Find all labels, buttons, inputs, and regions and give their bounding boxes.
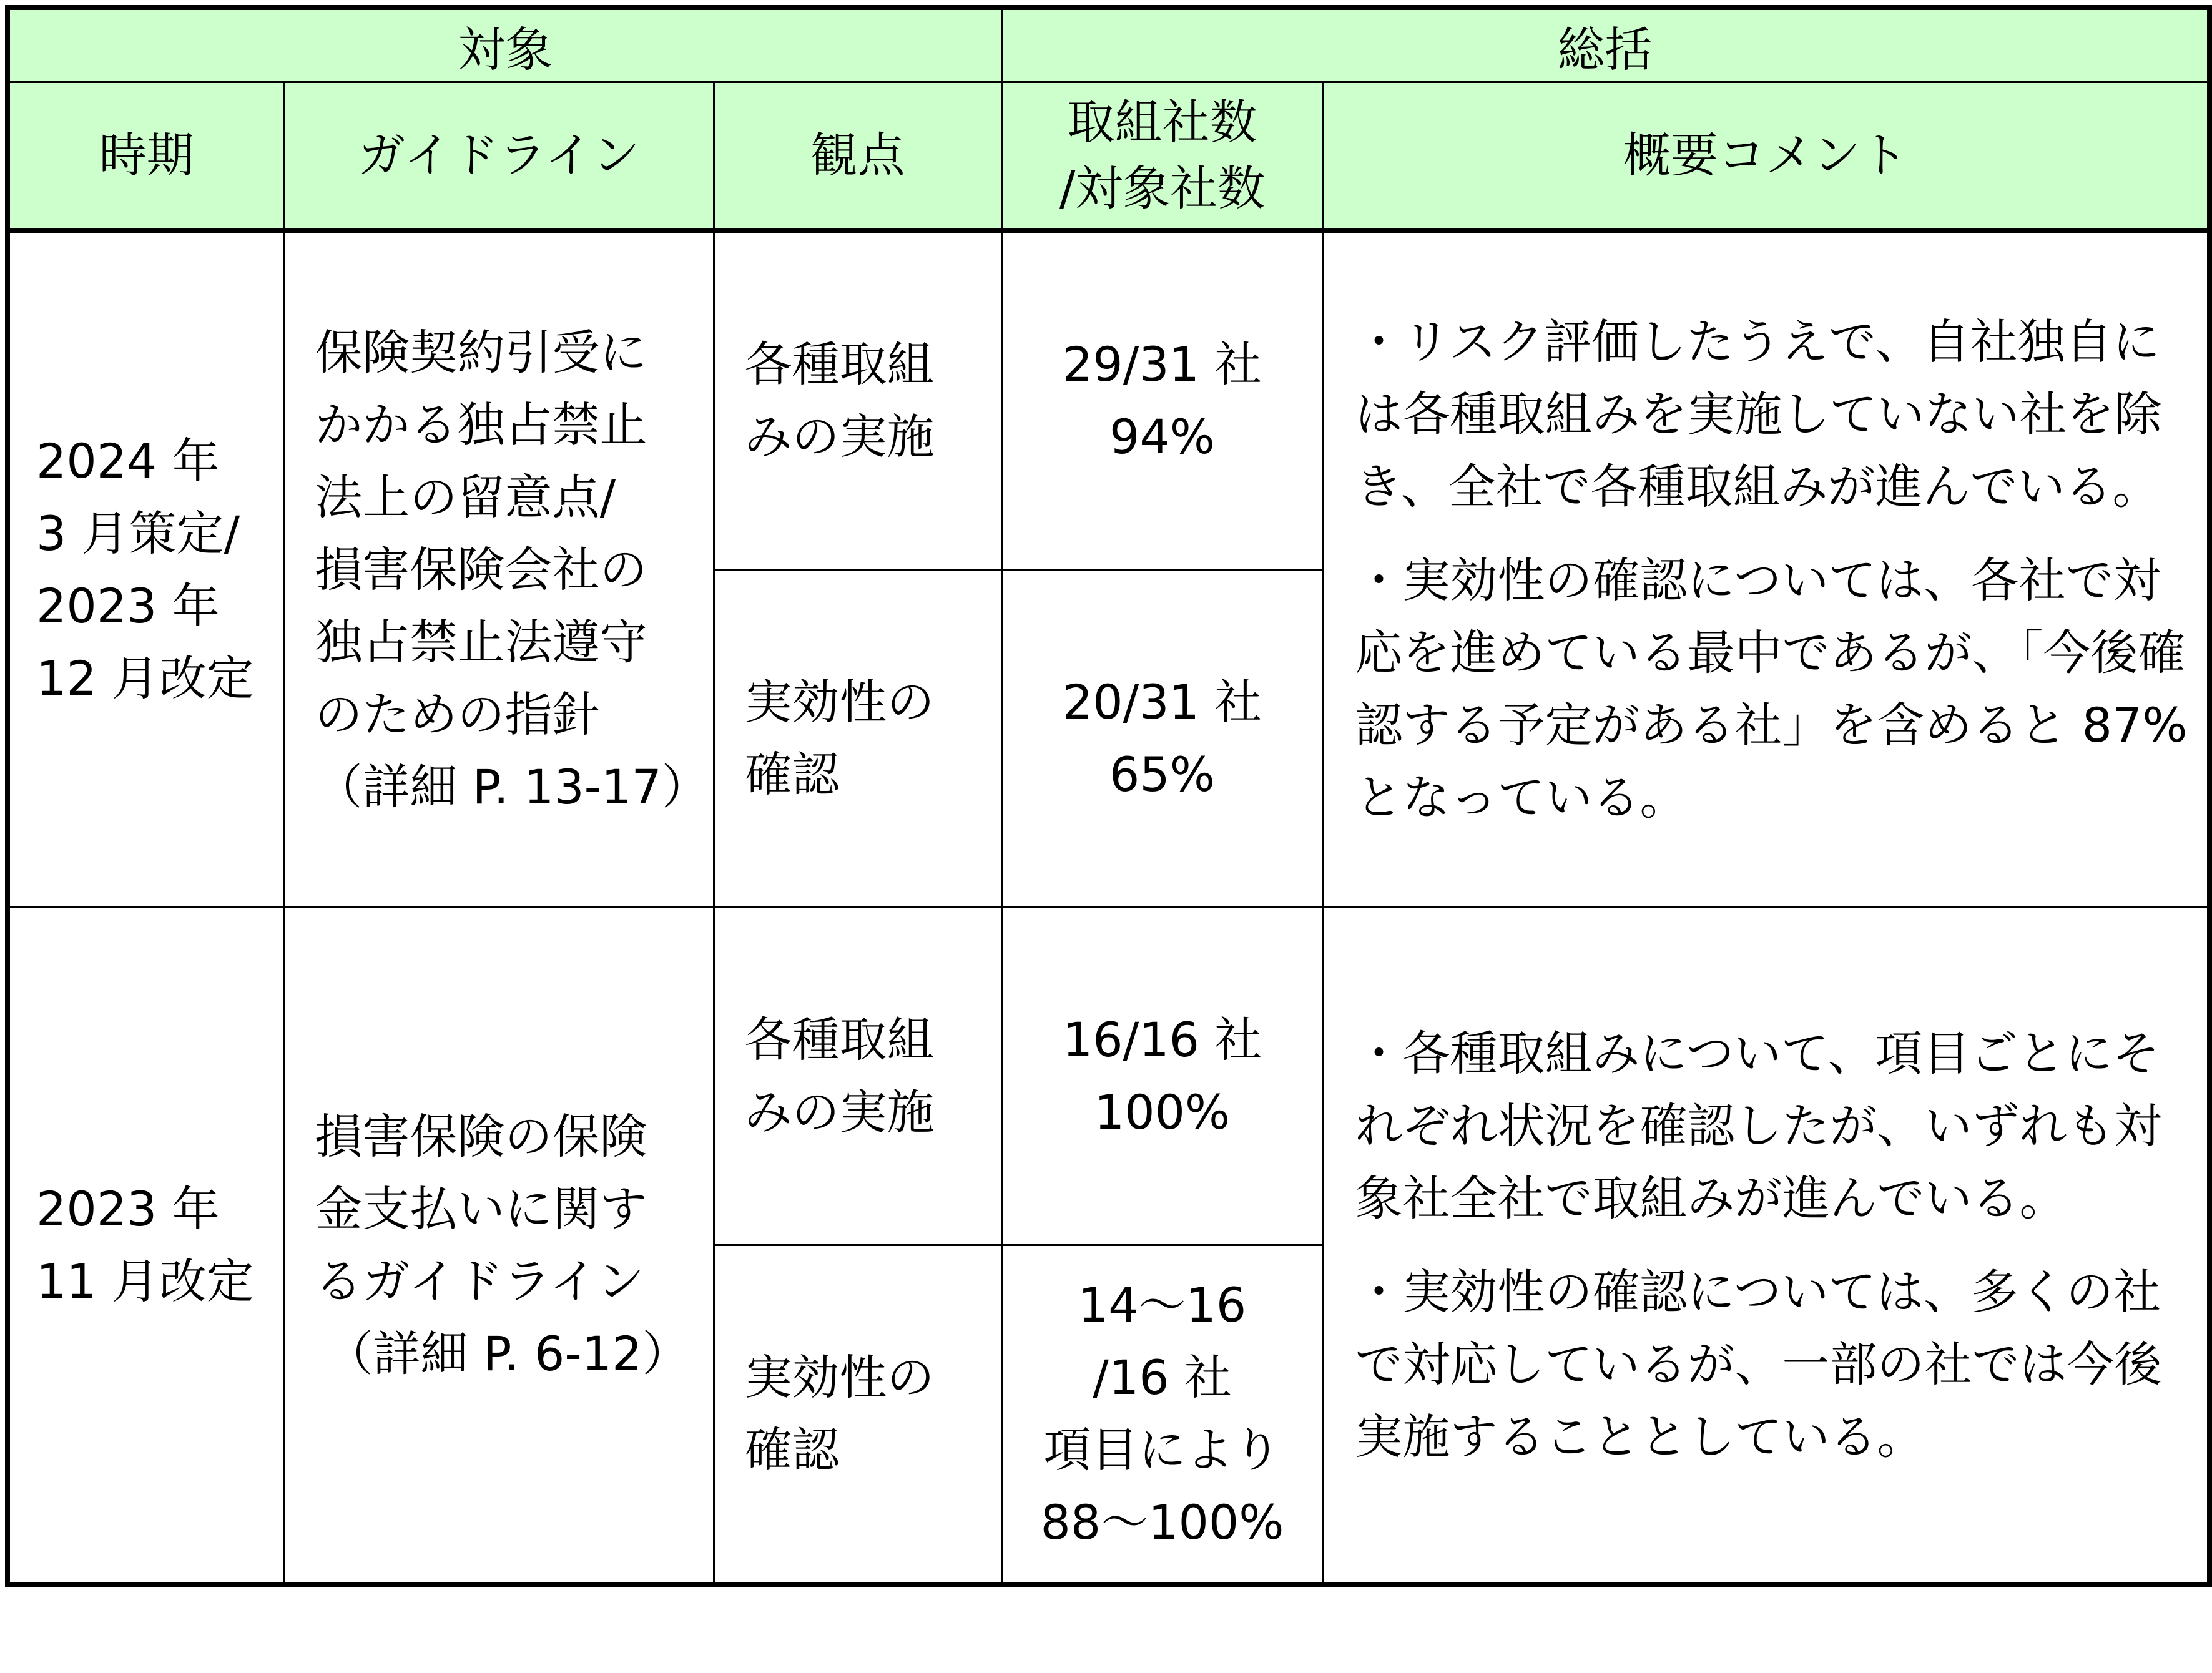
count-line: /16 社	[1093, 1350, 1232, 1405]
comment-paragraph: ・各種取組みについて、項目ごとにそれぞれ状況を確認したが、いずれも対象社全社で取組みが進んでいる。	[1355, 1025, 2162, 1226]
summary-table	[5, 5, 2212, 1587]
count-line: 29/31 社	[1062, 336, 1262, 392]
period-line: 2023 年	[36, 1180, 220, 1237]
table-row	[7, 230, 2210, 570]
viewpoint-cell	[714, 1245, 1001, 1585]
header-target: 対象	[7, 7, 1001, 82]
guideline-line: 金支払いに関す	[315, 1180, 647, 1237]
guideline-line: 損害保険会社の	[315, 541, 647, 597]
viewpoint-line: みの実施	[744, 409, 935, 464]
guideline-line: るガイドライン	[315, 1253, 644, 1309]
guideline-line: かかる独占禁止	[315, 396, 647, 453]
guideline-line: 独占禁止法遵守	[315, 614, 647, 670]
comment-cell	[1323, 230, 2210, 908]
viewpoint-line: 実効性の	[744, 674, 935, 730]
header-viewpoint: 観点	[714, 82, 1001, 231]
header-column-row	[7, 82, 2210, 231]
viewpoint-cell	[714, 908, 1001, 1245]
count-cell	[1001, 908, 1323, 1245]
count-line: 88～100%	[1040, 1494, 1284, 1550]
count-line: 65%	[1109, 747, 1215, 802]
viewpoint-line: 各種取組	[744, 1012, 935, 1067]
header-summary: 総括	[1001, 7, 2210, 82]
header-count-line2: /対象社数	[1059, 160, 1266, 216]
guideline-line: 損害保険の保険	[315, 1108, 647, 1164]
count-line: 94%	[1109, 409, 1215, 464]
count-line: 16/16 社	[1062, 1012, 1262, 1067]
period-line: 3 月策定/	[36, 505, 240, 561]
count-line: 100%	[1094, 1084, 1231, 1140]
viewpoint-line: 各種取組	[744, 336, 935, 392]
period-line: 2023 年	[36, 577, 220, 634]
guideline-line: のための指針	[315, 686, 600, 742]
viewpoint-line: 確認	[744, 1422, 840, 1478]
header-period: 時期	[7, 82, 284, 231]
count-line: 項目により	[1043, 1422, 1281, 1478]
table-row	[7, 908, 2210, 1245]
guideline-cell	[284, 908, 714, 1585]
count-line: 20/31 社	[1062, 674, 1262, 730]
header-guideline: ガイドライン	[284, 82, 714, 231]
guideline-line: 法上の留意点/	[315, 469, 616, 525]
header-count	[1001, 82, 1323, 231]
period-line: 11 月改定	[36, 1253, 254, 1309]
guideline-detail: （詳細 P. 6-12）	[325, 1325, 690, 1381]
count-cell	[1001, 1245, 1323, 1585]
header-group-row	[7, 7, 2210, 82]
viewpoint-line: 確認	[744, 747, 840, 802]
header-comment: 概要コメント	[1323, 82, 2210, 231]
comment-paragraph: ・リスク評価したうえで、自社独自には各種取組みを実施していない社を除き、全社で各種取組みが進んでいる。	[1355, 313, 2162, 514]
count-cell	[1001, 570, 1323, 908]
guideline-line: 保険契約引受に	[315, 324, 647, 380]
guideline-cell	[284, 230, 714, 908]
period-line: 2024 年	[36, 433, 220, 489]
guideline-detail: （詳細 P. 13-17）	[315, 758, 709, 815]
comment-paragraph: ・実効性の確認については、各社で対応を進めている最中であるが、「今後確認する予定がある社」を含めると 87%となっている。	[1355, 552, 2188, 825]
viewpoint-cell	[714, 570, 1001, 908]
period-cell	[7, 908, 284, 1585]
count-line: 14～16	[1078, 1277, 1247, 1333]
viewpoint-cell	[714, 230, 1001, 570]
period-cell	[7, 230, 284, 908]
count-cell	[1001, 230, 1323, 570]
viewpoint-line: みの実施	[744, 1084, 935, 1140]
period-line: 12 月改定	[36, 650, 254, 706]
header-count-line1: 取組社数	[1067, 94, 1257, 150]
comment-cell	[1323, 908, 2210, 1585]
viewpoint-line: 実効性の	[744, 1350, 935, 1405]
comment-paragraph: ・実効性の確認については、多くの社で対応しているが、一部の社では今後実施することとしている。	[1355, 1263, 2162, 1464]
